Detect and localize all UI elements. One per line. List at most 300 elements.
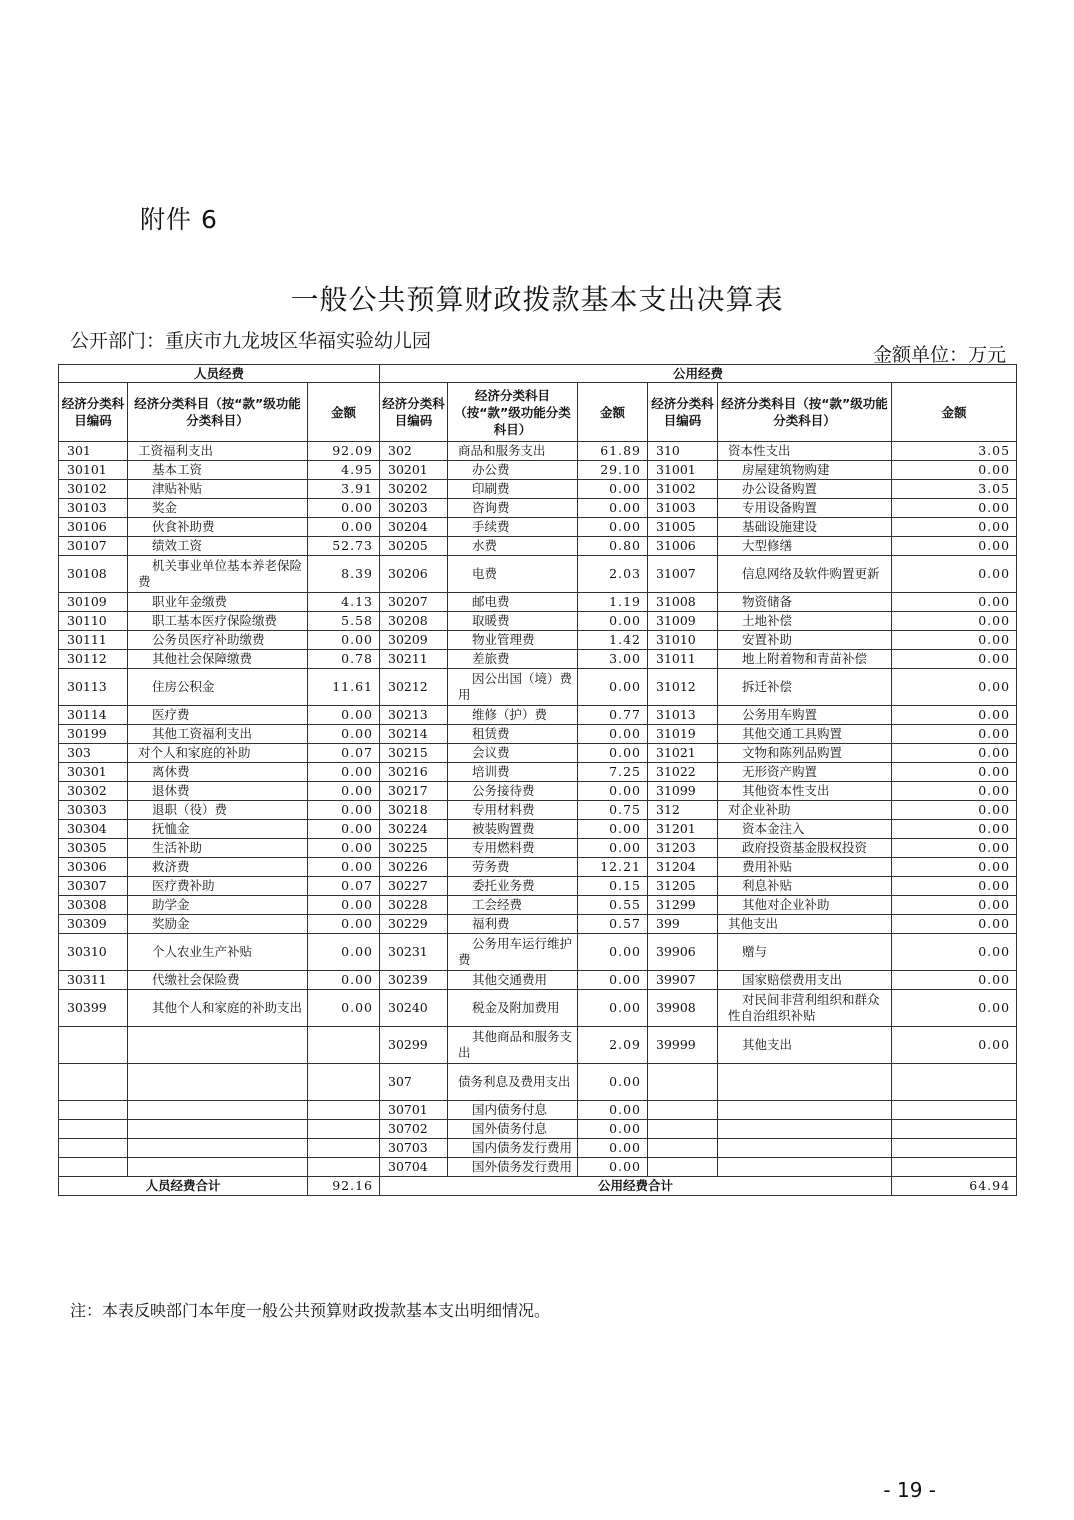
cell-amount: 0.00 (578, 725, 648, 744)
cell-name (128, 1064, 308, 1101)
table-row (59, 801, 1017, 820)
cell-amount: 0.00 (308, 801, 380, 820)
cell-name: 债务利息及费用支出 (448, 1064, 578, 1101)
cell-code: 30207 (380, 593, 448, 612)
cell-code: 30109 (59, 593, 128, 612)
cell-amount: 0.00 (892, 839, 1017, 858)
cell-name: 退职（役）费 (128, 801, 308, 820)
cell-code: 30310 (59, 934, 128, 971)
table-row (59, 1139, 1017, 1158)
cell-amount: 2.03 (578, 556, 648, 593)
cell-name: 机关事业单位基本养老保险费 (128, 556, 308, 593)
cell-amount: 0.00 (892, 669, 1017, 706)
table-row (59, 782, 1017, 801)
cell-code: 399 (648, 915, 718, 934)
cell-code: 30399 (59, 990, 128, 1027)
cell-name: 费用补贴 (718, 858, 892, 877)
cell-name: 水费 (448, 537, 578, 556)
table-row (59, 556, 1017, 593)
cell-name (718, 1139, 892, 1158)
cell-name: 专用材料费 (448, 801, 578, 820)
cell-code: 30209 (380, 631, 448, 650)
cell-code: 30208 (380, 612, 448, 631)
table-row (59, 744, 1017, 763)
cell-name (718, 1120, 892, 1139)
cell-code: 30225 (380, 839, 448, 858)
cell-amount: 0.00 (892, 556, 1017, 593)
cell-name: 公务员医疗补助缴费 (128, 631, 308, 650)
cell-code (59, 1139, 128, 1158)
cell-name: 工资福利支出 (128, 442, 308, 461)
cell-name: 会议费 (448, 744, 578, 763)
cell-name: 退休费 (128, 782, 308, 801)
cell-amount: 0.00 (578, 480, 648, 499)
cell-name: 公务用车购置 (718, 706, 892, 725)
cell-name: 其他资本性支出 (718, 782, 892, 801)
table-row (59, 820, 1017, 839)
cell-amount: 0.00 (892, 763, 1017, 782)
cell-code: 30227 (380, 877, 448, 896)
table-row (59, 499, 1017, 518)
table-row (59, 990, 1017, 1027)
expenditure-table (58, 364, 1017, 1196)
table-row (59, 1158, 1017, 1177)
cell-amount (308, 1158, 380, 1177)
table-row (59, 480, 1017, 499)
cell-name: 办公设备购置 (718, 480, 892, 499)
cell-name: 资本金注入 (718, 820, 892, 839)
cell-amount: 0.00 (578, 518, 648, 537)
cell-name: 印刷费 (448, 480, 578, 499)
cell-amount: 0.00 (308, 782, 380, 801)
cell-code: 310 (648, 442, 718, 461)
cell-name: 国家赔偿费用支出 (718, 971, 892, 990)
cell-amount: 0.00 (308, 706, 380, 725)
table-row (59, 858, 1017, 877)
cell-name: 津贴补贴 (128, 480, 308, 499)
cell-amount: 3.91 (308, 480, 380, 499)
table-row (59, 839, 1017, 858)
cell-name: 生活补助 (128, 839, 308, 858)
cell-amount: 0.00 (892, 801, 1017, 820)
cell-amount: 0.55 (578, 896, 648, 915)
table-row (59, 518, 1017, 537)
header-code: 经济分类科目编码 (648, 383, 718, 442)
cell-code: 30206 (380, 556, 448, 593)
total-public-label: 公用经费合计 (380, 1177, 892, 1196)
cell-amount: 0.00 (308, 839, 380, 858)
cell-amount: 0.00 (308, 820, 380, 839)
cell-name: 被装购置费 (448, 820, 578, 839)
table-row (59, 896, 1017, 915)
cell-name: 土地补偿 (718, 612, 892, 631)
header-name: 经济分类科目（按“款”级功能分类科目） (128, 383, 308, 442)
cell-amount: 0.00 (892, 782, 1017, 801)
cell-amount: 0.00 (892, 934, 1017, 971)
cell-code: 30112 (59, 650, 128, 669)
cell-amount: 0.00 (892, 915, 1017, 934)
cell-amount (892, 1101, 1017, 1120)
cell-amount: 0.00 (892, 650, 1017, 669)
cell-code: 302 (380, 442, 448, 461)
cell-code: 30303 (59, 801, 128, 820)
cell-name: 伙食补助费 (128, 518, 308, 537)
cell-code: 31021 (648, 744, 718, 763)
unit-label: 金额单位：万元 (872, 344, 1006, 366)
cell-code: 31019 (648, 725, 718, 744)
header-name: 经济分类科目（按“款”级功能分类科目） (718, 383, 892, 442)
cell-name: 离休费 (128, 763, 308, 782)
cell-code (59, 1158, 128, 1177)
cell-code: 30203 (380, 499, 448, 518)
cell-code: 30107 (59, 537, 128, 556)
cell-name: 医疗费 (128, 706, 308, 725)
cell-code (648, 1139, 718, 1158)
cell-amount: 0.00 (308, 518, 380, 537)
cell-code: 30214 (380, 725, 448, 744)
cell-amount: 0.00 (892, 744, 1017, 763)
cell-amount: 2.09 (578, 1027, 648, 1064)
cell-code: 30215 (380, 744, 448, 763)
cell-amount: 0.00 (892, 518, 1017, 537)
cell-code: 30703 (380, 1139, 448, 1158)
cell-name: 国外债务发行费用 (448, 1158, 578, 1177)
cell-amount: 0.00 (308, 763, 380, 782)
cell-amount: 0.00 (308, 631, 380, 650)
cell-name: 其他个人和家庭的补助支出 (128, 990, 308, 1027)
cell-code: 30228 (380, 896, 448, 915)
cell-code: 39907 (648, 971, 718, 990)
cell-name: 国内债务付息 (448, 1101, 578, 1120)
cell-name: 无形资产购置 (718, 763, 892, 782)
cell-amount: 52.73 (308, 537, 380, 556)
cell-amount: 0.75 (578, 801, 648, 820)
cell-amount (308, 1139, 380, 1158)
cell-name (718, 1064, 892, 1101)
cell-code: 30702 (380, 1120, 448, 1139)
cell-code: 30229 (380, 915, 448, 934)
header-code: 经济分类科目编码 (59, 383, 128, 442)
table-row (59, 631, 1017, 650)
cell-code: 303 (59, 744, 128, 763)
cell-amount: 0.15 (578, 877, 648, 896)
cell-amount: 0.00 (578, 1120, 648, 1139)
cell-amount: 1.19 (578, 593, 648, 612)
table-row (59, 934, 1017, 971)
header-amount: 金额 (892, 383, 1017, 442)
table-row (59, 706, 1017, 725)
cell-name: 房屋建筑物购建 (718, 461, 892, 480)
cell-amount: 0.00 (578, 499, 648, 518)
cell-amount: 4.13 (308, 593, 380, 612)
cell-code: 39906 (648, 934, 718, 971)
cell-amount: 0.00 (892, 896, 1017, 915)
header-amount: 金额 (578, 383, 648, 442)
cell-code: 30216 (380, 763, 448, 782)
cell-code: 30304 (59, 820, 128, 839)
cell-amount: 1.42 (578, 631, 648, 650)
cell-code: 30213 (380, 706, 448, 725)
table-row (59, 612, 1017, 631)
cell-amount: 0.80 (578, 537, 648, 556)
cell-code (59, 1101, 128, 1120)
cell-name: 其他交通费用 (448, 971, 578, 990)
cell-amount: 0.00 (892, 461, 1017, 480)
cell-amount: 0.57 (578, 915, 648, 934)
total-personnel-amount: 92.16 (308, 1177, 380, 1196)
total-personnel-label: 人员经费合计 (59, 1177, 308, 1196)
table-row (59, 442, 1017, 461)
cell-amount: 0.00 (578, 839, 648, 858)
cell-code: 30308 (59, 896, 128, 915)
table-row (59, 669, 1017, 706)
cell-amount (892, 1158, 1017, 1177)
cell-name: 安置补助 (718, 631, 892, 650)
cell-name (128, 1120, 308, 1139)
cell-code: 31204 (648, 858, 718, 877)
cell-name: 租赁费 (448, 725, 578, 744)
cell-name: 维修（护）费 (448, 706, 578, 725)
cell-amount (892, 1120, 1017, 1139)
cell-code: 30106 (59, 518, 128, 537)
cell-code: 31205 (648, 877, 718, 896)
cell-code: 30240 (380, 990, 448, 1027)
cell-code: 30224 (380, 820, 448, 839)
cell-code: 31299 (648, 896, 718, 915)
cell-code: 31005 (648, 518, 718, 537)
cell-amount (892, 1064, 1017, 1101)
cell-amount: 0.00 (308, 971, 380, 990)
cell-name: 助学金 (128, 896, 308, 915)
cell-code: 30302 (59, 782, 128, 801)
cell-amount (308, 1027, 380, 1064)
cell-name (128, 1139, 308, 1158)
cell-name (718, 1158, 892, 1177)
cell-amount: 0.00 (308, 499, 380, 518)
cell-code: 30108 (59, 556, 128, 593)
table-row (59, 971, 1017, 990)
cell-name: 工会经费 (448, 896, 578, 915)
cell-name: 其他对企业补助 (718, 896, 892, 915)
cell-amount: 0.00 (892, 877, 1017, 896)
cell-code: 31022 (648, 763, 718, 782)
cell-code: 30111 (59, 631, 128, 650)
cell-code: 31002 (648, 480, 718, 499)
cell-amount: 12.21 (578, 858, 648, 877)
cell-amount: 3.00 (578, 650, 648, 669)
page-title: 一般公共预算财政拨款基本支出决算表 (290, 283, 784, 316)
cell-amount: 0.00 (892, 612, 1017, 631)
cell-amount (308, 1120, 380, 1139)
group-header-personnel: 人员经费 (59, 365, 380, 383)
table-row (59, 763, 1017, 782)
cell-amount: 0.00 (892, 971, 1017, 990)
cell-name: 资本性支出 (718, 442, 892, 461)
cell-amount: 0.00 (892, 1027, 1017, 1064)
group-header-public: 公用经费 (380, 365, 1017, 383)
cell-amount: 61.89 (578, 442, 648, 461)
cell-code: 30226 (380, 858, 448, 877)
cell-amount: 0.00 (308, 934, 380, 971)
table-row (59, 593, 1017, 612)
cell-name (128, 1101, 308, 1120)
cell-code: 30218 (380, 801, 448, 820)
cell-code: 31006 (648, 537, 718, 556)
cell-name: 信息网络及软件购置更新 (718, 556, 892, 593)
cell-code (59, 1064, 128, 1101)
cell-name: 专用燃料费 (448, 839, 578, 858)
cell-code: 30217 (380, 782, 448, 801)
cell-code: 30199 (59, 725, 128, 744)
cell-amount: 92.09 (308, 442, 380, 461)
department-label: 公开部门：重庆市九龙坡区华福实验幼儿园 (70, 330, 432, 352)
cell-name: 手续费 (448, 518, 578, 537)
cell-amount: 0.00 (892, 631, 1017, 650)
footnote: 注：本表反映部门本年度一般公共预算财政拨款基本支出明细情况。 (70, 1301, 551, 1320)
cell-code: 301 (59, 442, 128, 461)
cell-code (648, 1101, 718, 1120)
cell-name: 办公费 (448, 461, 578, 480)
cell-name: 其他支出 (718, 1027, 892, 1064)
cell-code (59, 1027, 128, 1064)
cell-name (128, 1158, 308, 1177)
cell-amount: 0.00 (308, 725, 380, 744)
cell-code: 312 (648, 801, 718, 820)
cell-name: 税金及附加费用 (448, 990, 578, 1027)
cell-name: 公务接待费 (448, 782, 578, 801)
cell-amount: 0.00 (892, 537, 1017, 556)
cell-code: 30205 (380, 537, 448, 556)
cell-name: 职业年金缴费 (128, 593, 308, 612)
cell-code: 30212 (380, 669, 448, 706)
cell-name: 奖金 (128, 499, 308, 518)
cell-code: 31012 (648, 669, 718, 706)
cell-amount: 0.07 (308, 877, 380, 896)
table-row (59, 1064, 1017, 1101)
cell-code: 30305 (59, 839, 128, 858)
cell-amount: 0.00 (892, 858, 1017, 877)
cell-name: 电费 (448, 556, 578, 593)
cell-name: 对民间非营利组织和群众性自治组织补贴 (718, 990, 892, 1027)
cell-name: 对个人和家庭的补助 (128, 744, 308, 763)
cell-name: 培训费 (448, 763, 578, 782)
cell-amount: 0.00 (308, 990, 380, 1027)
cell-amount: 0.00 (308, 896, 380, 915)
cell-name: 委托业务费 (448, 877, 578, 896)
cell-amount: 0.00 (892, 499, 1017, 518)
cell-code: 30704 (380, 1158, 448, 1177)
cell-amount: 29.10 (578, 461, 648, 480)
total-row (59, 1177, 1017, 1196)
table-row (59, 461, 1017, 480)
cell-name: 差旅费 (448, 650, 578, 669)
cell-name: 对企业补助 (718, 801, 892, 820)
cell-code: 30231 (380, 934, 448, 971)
cell-code: 31011 (648, 650, 718, 669)
table-row (59, 1101, 1017, 1120)
cell-name: 地上附着物和青苗补偿 (718, 650, 892, 669)
table-row (59, 915, 1017, 934)
cell-code: 31008 (648, 593, 718, 612)
cell-amount: 0.00 (578, 669, 648, 706)
cell-name: 个人农业生产补贴 (128, 934, 308, 971)
cell-name: 专用设备购置 (718, 499, 892, 518)
cell-code: 31007 (648, 556, 718, 593)
cell-code: 30306 (59, 858, 128, 877)
cell-name: 邮电费 (448, 593, 578, 612)
cell-code: 31099 (648, 782, 718, 801)
cell-amount: 11.61 (308, 669, 380, 706)
cell-name: 政府投资基金股权投资 (718, 839, 892, 858)
cell-name: 奖励金 (128, 915, 308, 934)
cell-amount: 0.00 (578, 990, 648, 1027)
cell-amount: 7.25 (578, 763, 648, 782)
cell-amount: 0.00 (578, 744, 648, 763)
cell-name: 赠与 (718, 934, 892, 971)
attachment-label: 附件 6 (140, 205, 218, 234)
cell-name: 职工基本医疗保险缴费 (128, 612, 308, 631)
cell-code: 31203 (648, 839, 718, 858)
cell-code: 30110 (59, 612, 128, 631)
cell-name: 劳务费 (448, 858, 578, 877)
cell-code: 31013 (648, 706, 718, 725)
cell-code: 307 (380, 1064, 448, 1101)
cell-code: 31010 (648, 631, 718, 650)
cell-code: 30301 (59, 763, 128, 782)
cell-code (648, 1064, 718, 1101)
cell-code: 30239 (380, 971, 448, 990)
cell-amount: 3.05 (892, 442, 1017, 461)
cell-name: 物业管理费 (448, 631, 578, 650)
cell-amount: 0.00 (892, 706, 1017, 725)
cell-code: 30201 (380, 461, 448, 480)
cell-name: 咨询费 (448, 499, 578, 518)
cell-name: 抚恤金 (128, 820, 308, 839)
cell-code: 31001 (648, 461, 718, 480)
cell-amount: 0.00 (308, 915, 380, 934)
cell-amount: 0.00 (578, 820, 648, 839)
table-row (59, 1027, 1017, 1064)
cell-amount: 0.00 (578, 782, 648, 801)
table-row (59, 650, 1017, 669)
cell-name: 其他商品和服务支出 (448, 1027, 578, 1064)
cell-amount: 0.00 (892, 725, 1017, 744)
cell-code: 39908 (648, 990, 718, 1027)
table-row (59, 1120, 1017, 1139)
cell-code: 31003 (648, 499, 718, 518)
cell-amount: 0.00 (578, 1139, 648, 1158)
cell-name (718, 1101, 892, 1120)
cell-name: 其他社会保障缴费 (128, 650, 308, 669)
cell-amount: 8.39 (308, 556, 380, 593)
header-name: 经济分类科目（按“款”级功能分类科目） (448, 383, 578, 442)
cell-code: 31201 (648, 820, 718, 839)
cell-name: 国外债务付息 (448, 1120, 578, 1139)
cell-code: 30299 (380, 1027, 448, 1064)
cell-amount: 0.00 (308, 858, 380, 877)
cell-amount: 0.00 (578, 971, 648, 990)
cell-name: 其他支出 (718, 915, 892, 934)
cell-code: 30307 (59, 877, 128, 896)
cell-name: 因公出国（境）费用 (448, 669, 578, 706)
cell-amount: 0.00 (578, 1158, 648, 1177)
cell-code: 30701 (380, 1101, 448, 1120)
cell-name: 公务用车运行维护费 (448, 934, 578, 971)
cell-name: 物资储备 (718, 593, 892, 612)
cell-amount (308, 1101, 380, 1120)
cell-name: 文物和陈列品购置 (718, 744, 892, 763)
page-number: - 19 - (883, 1478, 936, 1502)
